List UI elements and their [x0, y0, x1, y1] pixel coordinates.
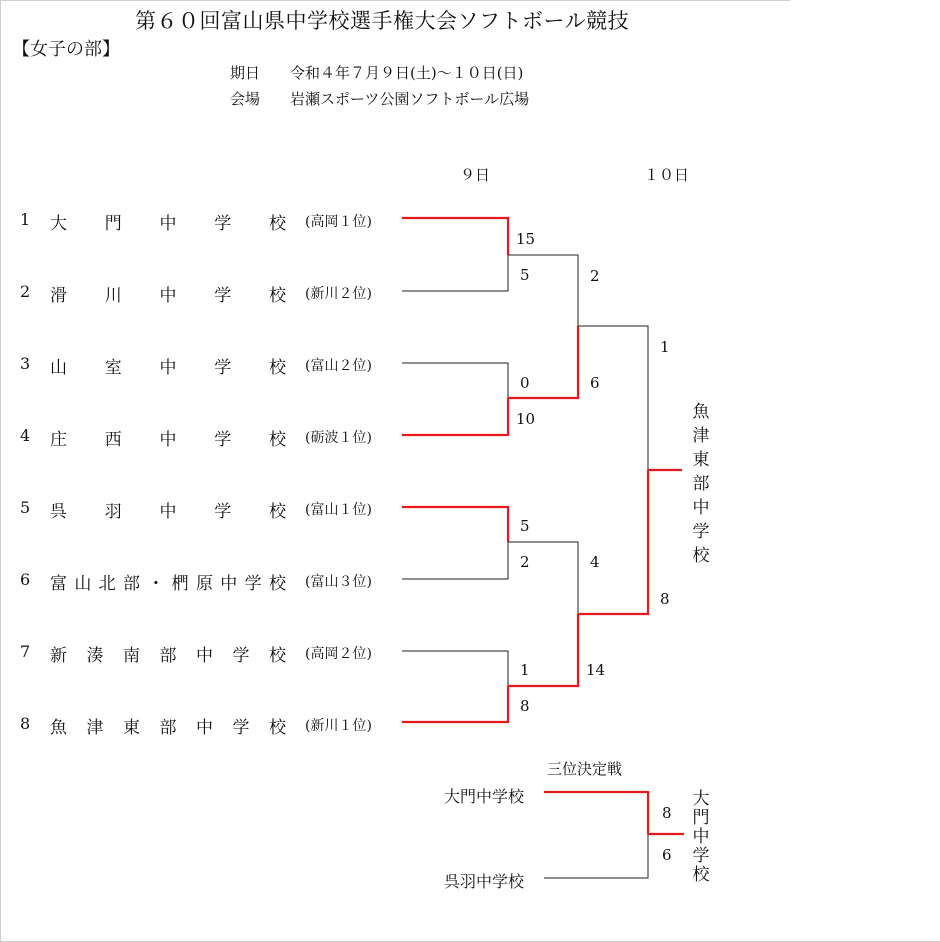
third-place-winner: 大門中学校 — [692, 789, 710, 885]
team-seed: 8 — [20, 714, 31, 733]
team-name-char: 学 — [214, 358, 232, 378]
final-top-score: 1 — [660, 338, 670, 356]
team-name-char: 新 — [50, 646, 67, 666]
team-name-char: 中 — [196, 646, 213, 666]
team-name-char: 南 — [123, 646, 140, 666]
team-name-char: 津 — [86, 718, 104, 738]
third-place-title: 三位決定戦 — [547, 760, 623, 778]
r1-m1-top-score: 15 — [516, 230, 536, 248]
bracket-team6-line — [402, 542, 508, 579]
semi-2-top-score: 4 — [590, 553, 600, 571]
team-name-char: 中 — [159, 214, 177, 234]
team-qualification: (新川１位) — [305, 718, 372, 734]
team-name-char: 富 — [50, 574, 67, 594]
team-qualification: (砺波１位) — [305, 430, 372, 446]
team-name-char: 中 — [159, 502, 177, 522]
team-name-char: 部 — [159, 718, 177, 738]
bracket-final-top-line — [578, 326, 648, 470]
date-label: 期日 — [230, 64, 261, 82]
team-name-char: 中 — [196, 718, 213, 738]
final-bottom-score: 8 — [660, 590, 670, 608]
bracket-team5-line — [402, 507, 508, 542]
day2-header: １０日 — [644, 166, 690, 184]
team-name-char: 山 — [74, 574, 92, 594]
r1-m4-bottom-score: 8 — [520, 697, 530, 715]
bracket-team4-line — [402, 398, 508, 435]
third-place-team-bottom: 呉羽中学校 — [444, 872, 525, 891]
team-name-char: 門 — [104, 214, 122, 234]
semi-2-bottom-score: 14 — [586, 661, 606, 679]
champion-name: 魚津東部中学校 — [692, 402, 710, 566]
team-name-char: 校 — [269, 646, 286, 666]
bracket-third-bottom-line — [544, 834, 648, 878]
team-qualification: (高岡１位) — [305, 214, 372, 230]
team-name-char: 学 — [232, 718, 250, 738]
third-place-team-top: 大門中学校 — [444, 787, 525, 806]
team-name-char: 校 — [269, 358, 286, 378]
team-name-char: 西 — [104, 430, 122, 450]
team-name-char: 学 — [214, 214, 232, 234]
bracket-team3-line — [402, 363, 508, 398]
r1-m2-bottom-score: 10 — [516, 410, 536, 428]
team-name-char: 学 — [214, 430, 232, 450]
team-name-char: 中 — [220, 574, 238, 594]
team-seed: 2 — [20, 282, 31, 301]
bracket-team1-line — [402, 218, 508, 255]
team-seed: 3 — [20, 354, 31, 373]
team-name-char: 中 — [159, 286, 177, 306]
team-seed: 7 — [20, 642, 31, 661]
team-seed: 5 — [20, 498, 31, 517]
bracket-team7-line — [402, 651, 508, 686]
team-name-char: 校 — [269, 718, 286, 738]
team-name-char: 学 — [244, 574, 262, 594]
team-name-char: 室 — [104, 358, 122, 378]
team-name-char: 校 — [269, 502, 286, 522]
team-name-char: ・ — [147, 574, 165, 594]
team-name-char: 部 — [122, 574, 140, 594]
team-name-char: 滑 — [50, 286, 67, 306]
team-name-char: 魚 — [50, 718, 67, 738]
bracket-third-top-line — [544, 792, 648, 834]
team-name-char: 中 — [159, 358, 177, 378]
team-name-char: 山 — [50, 358, 67, 378]
bracket-final-bottom-line — [578, 470, 648, 614]
team-name-char: 椚 — [171, 574, 189, 594]
day1-header: ９日 — [460, 166, 491, 184]
venue-value: 岩瀬スポーツ公園ソフトボール広場 — [290, 90, 530, 108]
team-name-char: 湊 — [86, 646, 104, 666]
team-qualification: (富山３位) — [305, 574, 372, 590]
team-name-char: 学 — [214, 502, 232, 522]
bracket-semi2-top-line — [508, 542, 578, 614]
team-name-char: 原 — [195, 574, 213, 594]
team-name-char: 校 — [269, 286, 286, 306]
third-place-top-score: 8 — [662, 804, 672, 822]
team-name-char: 川 — [104, 286, 122, 306]
bracket-semi2-bottom-line — [508, 614, 578, 686]
team-name-char: 北 — [98, 574, 116, 594]
team-name-char: 校 — [269, 430, 286, 450]
team-name-char: 校 — [268, 574, 286, 594]
team-name-char: 部 — [159, 646, 177, 666]
team-name-char: 呉 — [50, 502, 67, 522]
bracket-semi1-bottom-line — [508, 326, 578, 398]
team-name-char: 羽 — [104, 502, 122, 522]
semi-1-top-score: 2 — [590, 267, 600, 285]
r1-m4-top-score: 1 — [520, 661, 530, 679]
r1-m3-top-score: 5 — [520, 517, 530, 535]
r1-m3-bottom-score: 2 — [520, 553, 530, 571]
team-qualification: (新川２位) — [305, 286, 372, 302]
date-value: 令和４年７月９日(土)～１０日(日) — [290, 64, 524, 82]
team-qualification: (富山１位) — [305, 502, 372, 518]
team-seed: 1 — [20, 210, 31, 229]
bracket-team8-line — [402, 686, 508, 722]
page-title: 第６０回富山県中学校選手権大会ソフトボール競技 — [135, 9, 630, 33]
section-label: 【女子の部】 — [12, 39, 120, 60]
team-qualification: (高岡２位) — [305, 646, 372, 662]
team-name-char: 庄 — [50, 430, 67, 450]
team-seed: 6 — [20, 570, 31, 589]
team-qualification: (富山２位) — [305, 358, 372, 374]
team-name-char: 校 — [269, 214, 286, 234]
semi-1-bottom-score: 6 — [590, 374, 600, 392]
team-name-char: 大 — [50, 214, 67, 234]
team-name-char: 中 — [159, 430, 177, 450]
bracket-semi1-top-line — [508, 255, 578, 326]
r1-m2-top-score: 0 — [520, 374, 530, 392]
third-place-bottom-score: 6 — [662, 846, 672, 864]
team-name-char: 学 — [232, 646, 250, 666]
team-name-char: 東 — [123, 718, 140, 738]
r1-m1-bottom-score: 5 — [520, 266, 530, 284]
team-name-char: 学 — [214, 286, 232, 306]
team-seed: 4 — [20, 426, 31, 445]
bracket-team2-line — [402, 255, 508, 291]
venue-label: 会場 — [230, 90, 261, 108]
